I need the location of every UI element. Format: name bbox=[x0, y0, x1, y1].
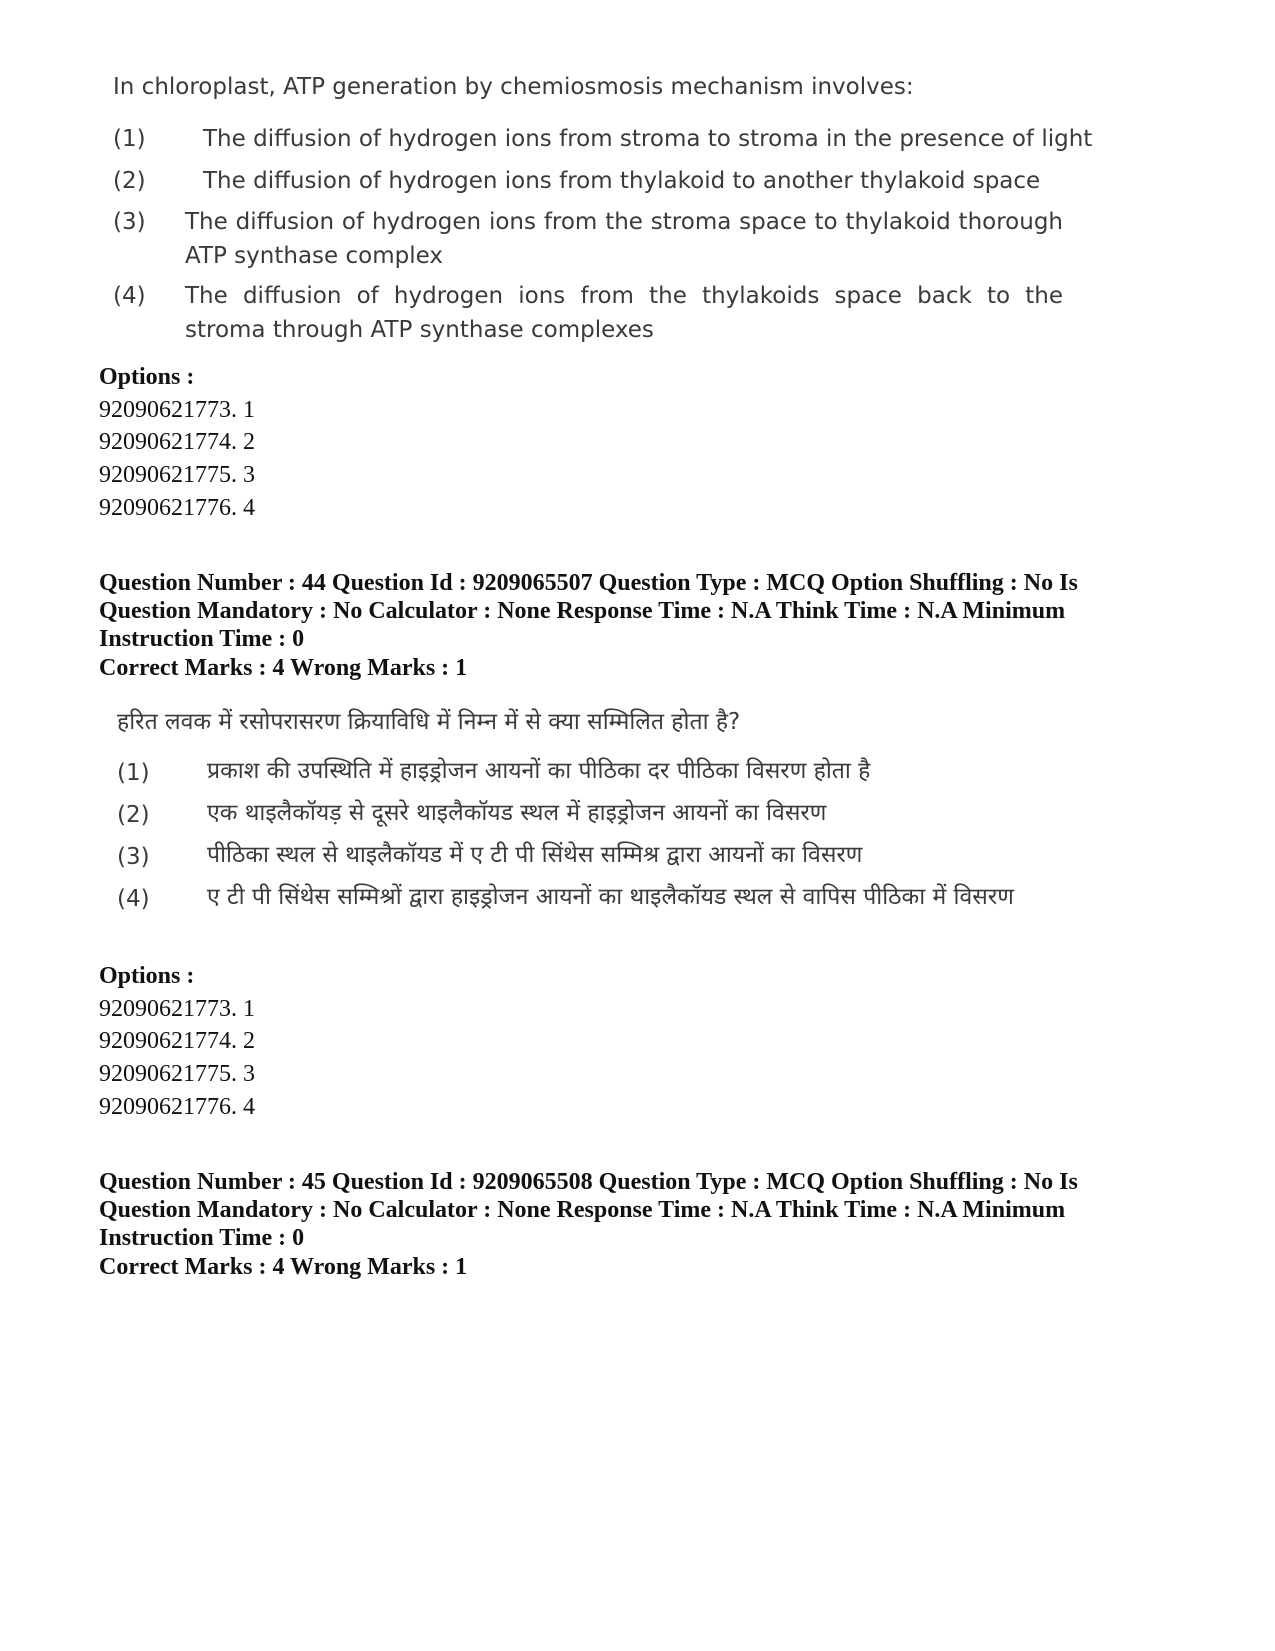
option-number: (2) bbox=[117, 802, 150, 828]
option-number: (4) bbox=[117, 886, 150, 912]
option-text: ए टी पी सिंथेस सम्मिश्रों द्वारा हाइड्रोजन आयनों का थाइलैकॉयड स्थल से वापिस पीठिका में विसरण bbox=[207, 884, 1014, 910]
question-meta bbox=[99, 1168, 1124, 1252]
option-text: प्रकाश की उपस्थिति में हाइड्रोजन आयनों का पीठिका दर पीठिका विसरण होता है bbox=[207, 758, 871, 784]
option-text: The diffusion of hydrogen ions from the stroma space to thylakoid thorough ATP synthase complex bbox=[185, 209, 1063, 269]
option-id-3: 92090621775. 3 bbox=[99, 1061, 255, 1087]
option-id-2: 92090621774. 2 bbox=[99, 429, 255, 455]
option-id-4: 92090621776. 4 bbox=[99, 1094, 255, 1120]
meta-line-1: Question Number : 45 Question Id : 9209065508 Question Type : MCQ Option Shuffling : No Is bbox=[99, 1169, 1078, 1195]
option-number: (1) bbox=[117, 760, 150, 786]
option-text: The diffusion of hydrogen ions from stroma to stroma in the presence of light bbox=[203, 126, 1093, 152]
meta-line-2: Question Mandatory : No Calculator : None Response Time : N.A Think Time : N.A Minimum bbox=[99, 1197, 1066, 1223]
marks-line: Correct Marks : 4 Wrong Marks : 1 bbox=[99, 655, 468, 681]
option-text: एक थाइलैकॉयड़ से दूसरे थाइलैकॉयड स्थल में हाइड्रोजन आयनों का विसरण bbox=[207, 800, 827, 826]
meta-line-1: Question Number : 44 Question Id : 9209065507 Question Type : MCQ Option Shuffling : No Is bbox=[99, 570, 1078, 596]
option-id-4: 92090621776. 4 bbox=[99, 495, 255, 521]
meta-line-2: Question Mandatory : No Calculator : None Response Time : N.A Think Time : N.A Minimum bbox=[99, 598, 1066, 624]
option-id-2: 92090621774. 2 bbox=[99, 1028, 255, 1054]
option-text: पीठिका स्थल से थाइलैकॉयड में ए टी पी सिंथेस सम्मिश्र द्वारा आयनों का विसरण bbox=[207, 842, 863, 868]
option-text: The diffusion of hydrogen ions from the thylakoids space back to the stroma through ATP synthase complexes bbox=[185, 283, 1063, 343]
option-text: The diffusion of hydrogen ions from thylakoid to another thylakoid space bbox=[203, 168, 1041, 194]
option-number: (4) bbox=[113, 283, 146, 309]
options-heading: Options : bbox=[99, 364, 195, 390]
option-id-1: 92090621773. 1 bbox=[99, 996, 255, 1022]
q43-stem: In chloroplast, ATP generation by chemiosmosis mechanism involves: bbox=[113, 74, 914, 100]
option-number: (3) bbox=[113, 209, 146, 235]
option-number: (1) bbox=[113, 126, 146, 152]
option-id-1: 92090621773. 1 bbox=[99, 397, 255, 423]
meta-line-3: Instruction Time : 0 bbox=[99, 626, 305, 652]
q44-stem: हरित लवक में रसोपरासरण क्रियाविधि में निम्न में से क्या सम्मिलित होता है? bbox=[117, 709, 741, 735]
option-number: (3) bbox=[117, 844, 150, 870]
options-heading: Options : bbox=[99, 963, 195, 989]
meta-line-3: Instruction Time : 0 bbox=[99, 1225, 305, 1251]
marks-line: Correct Marks : 4 Wrong Marks : 1 bbox=[99, 1254, 468, 1280]
option-number: (2) bbox=[113, 168, 146, 194]
option-id-3: 92090621775. 3 bbox=[99, 462, 255, 488]
question-meta bbox=[99, 569, 1124, 653]
